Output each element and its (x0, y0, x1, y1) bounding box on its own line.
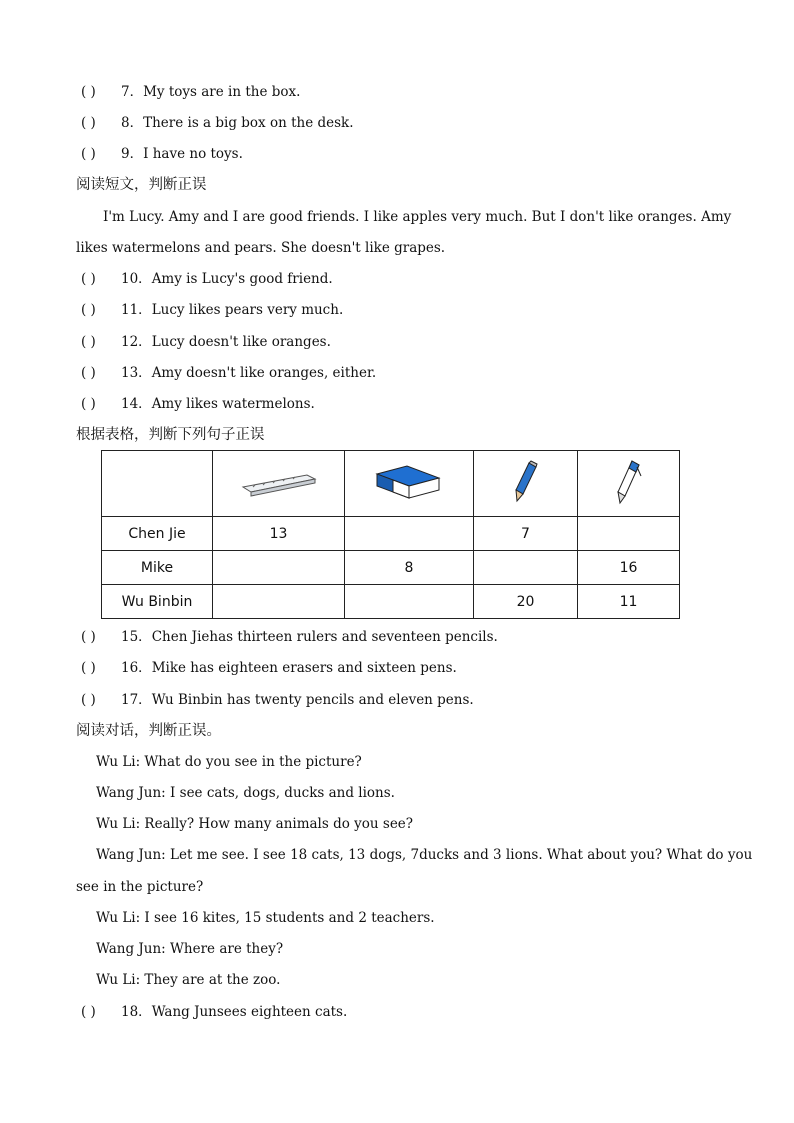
count-cell (578, 517, 680, 551)
header-cell-pencil (474, 451, 578, 517)
section-heading-dialogue: 阅读对话，判断正误。 (76, 723, 221, 739)
question-text: There is a big box on the desk. (143, 115, 354, 131)
question-13 (0, 364, 376, 382)
answer-parentheses[interactable]: ( ) (81, 271, 96, 287)
question-number: 8． (121, 115, 144, 131)
answer-parentheses[interactable]: ( ) (81, 692, 96, 708)
passage-line-2: likes watermelons and pears. She doesn't like grapes. (76, 240, 446, 256)
question-text: Amy doesn't like oranges, either. (151, 365, 377, 381)
student-name: Mike (102, 551, 213, 585)
answer-parentheses[interactable]: ( ) (81, 146, 96, 162)
question-text: Wang Junsees eighteen cats. (151, 1004, 348, 1020)
dialogue-line: Wu Li: I see 16 kites, 15 students and 2 teachers. (96, 910, 435, 926)
question-number: 14． (121, 396, 152, 412)
count-cell: 8 (345, 551, 474, 585)
answer-parentheses[interactable]: ( ) (81, 629, 96, 645)
question-number: 17． (121, 692, 152, 708)
answer-parentheses[interactable]: ( ) (81, 84, 96, 100)
header-cell-eraser (345, 451, 474, 517)
question-number: 18． (121, 1004, 152, 1020)
table-row (102, 551, 680, 585)
answer-parentheses[interactable]: ( ) (81, 334, 96, 350)
count-cell: 7 (474, 517, 578, 551)
answer-parentheses[interactable]: ( ) (81, 302, 96, 318)
answer-parentheses[interactable]: ( ) (81, 115, 96, 131)
header-cell-pen (578, 451, 680, 517)
question-number: 7． (121, 84, 144, 100)
dialogue-line: Wang Jun: I see cats, dogs, ducks and lions. (96, 785, 395, 801)
table-corner-cell (102, 451, 213, 517)
dialogue-line: Wu Li: They are at the zoo. (96, 972, 281, 988)
question-11 (0, 301, 343, 319)
pencil-icon (511, 460, 541, 504)
question-number: 11． (121, 302, 152, 318)
count-cell (474, 551, 578, 585)
table-row (102, 517, 680, 551)
question-number: 16． (121, 660, 152, 676)
header-cell-ruler (213, 451, 345, 517)
count-cell: 20 (474, 585, 578, 619)
question-text: Chen Jiehas thirteen rulers and seventeen pencils. (151, 629, 498, 645)
question-16 (0, 659, 457, 677)
section-heading-table: 根据表格，判断下列句子正误 (76, 427, 265, 443)
ruler-icon (239, 465, 319, 499)
count-cell: 13 (213, 517, 345, 551)
question-15 (0, 628, 498, 646)
table-header-row (102, 451, 680, 517)
dialogue-line: Wu Li: Really? How many animals do you see? (96, 816, 414, 832)
question-text: Amy is Lucy's good friend. (151, 271, 333, 287)
pen-icon (612, 458, 646, 506)
question-text: Wu Binbin has twenty pencils and eleven pens. (151, 692, 474, 708)
question-10 (0, 270, 333, 288)
question-17 (0, 691, 474, 709)
count-cell: 16 (578, 551, 680, 585)
question-text: I have no toys. (143, 146, 243, 162)
answer-parentheses[interactable]: ( ) (81, 396, 96, 412)
answer-parentheses[interactable]: ( ) (81, 365, 96, 381)
answer-parentheses[interactable]: ( ) (81, 1004, 96, 1020)
count-cell (213, 551, 345, 585)
question-text: Lucy likes pears very much. (151, 302, 344, 318)
dialogue-line: Wu Li: What do you see in the picture? (96, 754, 362, 770)
question-text: My toys are in the box. (143, 84, 301, 100)
student-name: Wu Binbin (102, 585, 213, 619)
count-cell: 11 (578, 585, 680, 619)
question-8 (0, 114, 354, 132)
dialogue-line: see in the picture? (76, 879, 204, 895)
count-cell (213, 585, 345, 619)
answer-parentheses[interactable]: ( ) (81, 660, 96, 676)
question-9 (0, 145, 243, 163)
count-cell (345, 517, 474, 551)
question-number: 12． (121, 334, 152, 350)
question-text: Mike has eighteen erasers and sixteen pens. (151, 660, 457, 676)
table-row (102, 585, 680, 619)
eraser-icon (371, 460, 447, 504)
question-text: Amy likes watermelons. (151, 396, 315, 412)
count-cell (345, 585, 474, 619)
question-number: 9． (121, 146, 144, 162)
passage-line-1: I'm Lucy. Amy and I are good friends. I like apples very much. But I don't like oranges. Amy (103, 209, 732, 225)
question-7 (0, 83, 300, 101)
section-heading-reading: 阅读短文，判断正误 (76, 177, 207, 193)
question-12 (0, 333, 331, 351)
question-number: 10． (121, 271, 152, 287)
question-18 (0, 1003, 347, 1021)
dialogue-line: Wang Jun: Let me see. I see 18 cats, 13 dogs, 7ducks and 3 lions. What about you? What do you (96, 847, 753, 863)
stationery-table (101, 450, 680, 619)
student-name: Chen Jie (102, 517, 213, 551)
dialogue-line: Wang Jun: Where are they? (96, 941, 284, 957)
question-14 (0, 395, 315, 413)
question-number: 15． (121, 629, 152, 645)
question-number: 13． (121, 365, 152, 381)
question-text: Lucy doesn't like oranges. (151, 334, 331, 350)
